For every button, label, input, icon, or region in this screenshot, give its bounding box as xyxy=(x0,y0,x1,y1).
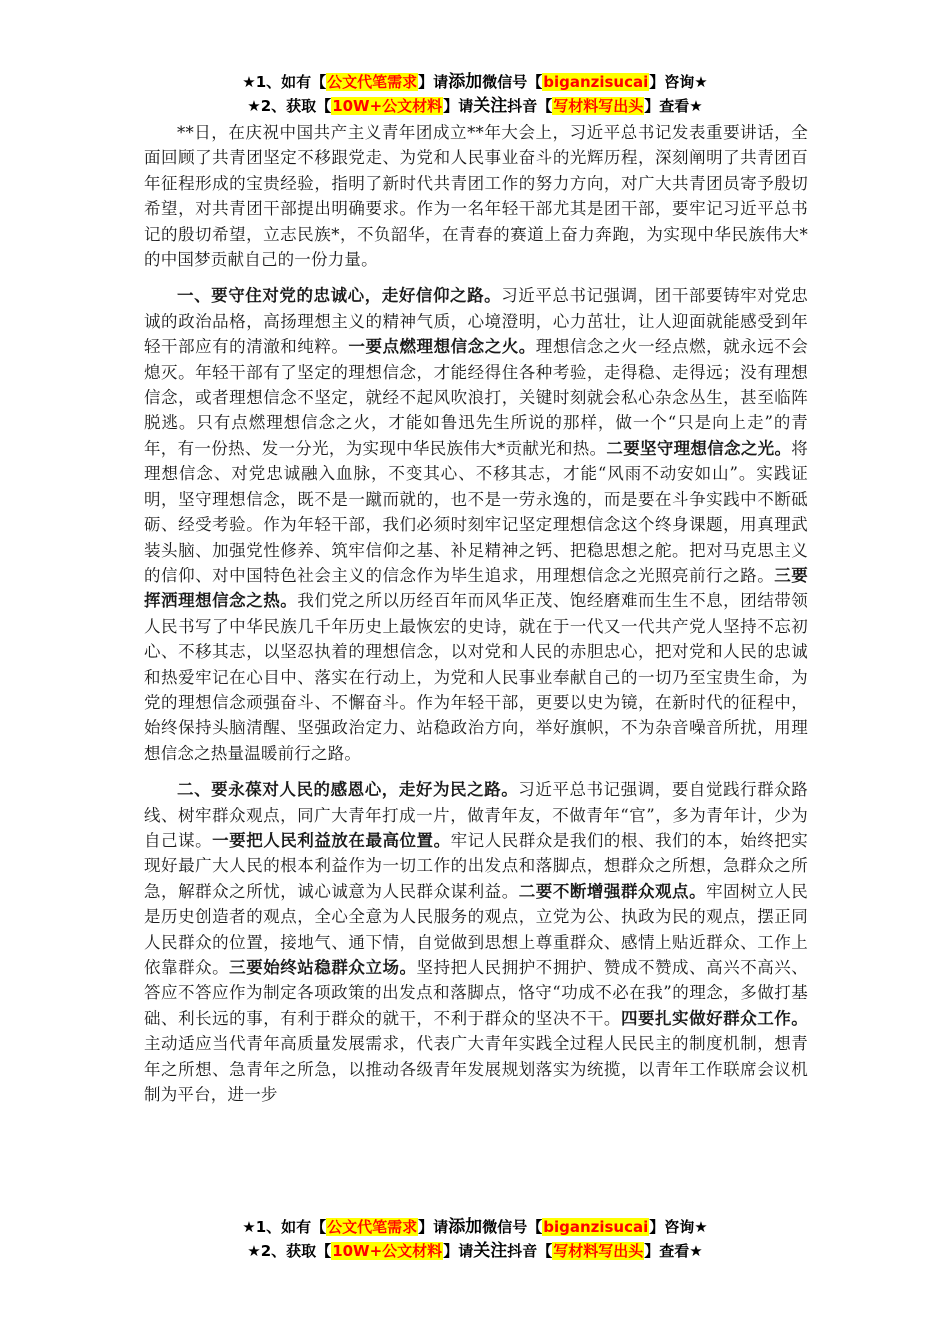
banner-douyin-id: 写材料写出头 xyxy=(553,1242,644,1260)
banner-highlight: 10W+公文材料 xyxy=(332,1242,443,1260)
body-text: 牢记人民群众是我们的根、我们的本，始终把实现好最广大人民的根本利益作为一切工作的出发点和落脚点，想群众之所想，急群众之所急，解群众之所忧，诚心诚意为人民群众谋利益。 xyxy=(144,830,808,901)
banner-wechat-id: biganzisucai xyxy=(543,73,649,91)
sub-heading: 三要挥洒理想信念之热。 xyxy=(144,565,808,611)
body-text: 将理想信念、对党忠诚融入血脉，不变其心、不移其志，才能“风雨不动安如山”。实践证明，坚守理想信念，既不是一蹴而就的，也不是一劳永逸的，而是要在斗争实践中不断砥砺、经受考验。作为年轻干部，我们必须时刻牢记坚定理想信念这个终身课题，用真理武装头脑、加强党性修养、筑牢信仰之基、补足精神之钙、把稳思想之舵。把对马克思主义的信仰、对中国特色社会主义的信念作为毕生追求，用理想信念之光照亮前行之路。 xyxy=(144,438,808,585)
banner-line-2 xyxy=(0,94,950,118)
sub-heading: 四要扎实做好群众工作。 xyxy=(620,1008,808,1028)
banner-line-1 xyxy=(0,70,950,94)
article-body xyxy=(144,120,808,1107)
banner-highlight: 公文代笔需求 xyxy=(327,73,418,91)
banner-text: 关注 xyxy=(473,96,508,116)
banner-text: 】请 xyxy=(443,1242,474,1260)
banner-wechat-id: biganzisucai xyxy=(543,1218,649,1236)
banner-text: 】请 xyxy=(418,1218,449,1236)
banner-text: ★2、获取【 xyxy=(247,97,332,115)
banner-text: ★2、获取【 xyxy=(247,1242,332,1260)
banner-text: 添加 xyxy=(448,72,483,92)
banner-line-2 xyxy=(0,1239,950,1263)
banner-text: 微信号【 xyxy=(482,1218,543,1236)
banner-line-1 xyxy=(0,1215,950,1239)
body-text: 坚持把人民拥护不拥护、赞成不赞成、高兴不高兴、答应不答应作为制定各项政策的出发点和落脚点，恪守“功成不必在我”的理念，多做打基础、利长远的事，有利于群众的就干，不利于群众的坚决不干。 xyxy=(144,958,808,1028)
banner-text: 】请 xyxy=(443,97,474,115)
banner-highlight: 10W+公文材料 xyxy=(332,97,443,115)
section-2-heading: 二、要永葆对人民的感恩心，走好为民之路。 xyxy=(177,780,519,800)
section-1-heading: 一、要守住对党的忠诚心，走好信仰之路。 xyxy=(177,286,502,306)
body-text: 主动适应当代青年高质量发展需求，代表广大青年实践全过程人民民主的制度机制，想青年之所想、急青年之所急，以推动各级青年发展规划落实为统揽，以青年工作联席会议机制为平台，进一步 xyxy=(144,1034,808,1105)
banner-text: 关注 xyxy=(473,1241,508,1261)
body-text: 牢固树立人民是历史创造者的观点，全心全意为人民服务的观点，立党为公、执政为民的观点，摆正同人民群众的位置，接地气、通下情，自觉做到思想上尊重群众、感情上贴近群众、工作上依靠群众。 xyxy=(144,881,808,977)
sub-heading: 三要始终站稳群众立场。 xyxy=(229,958,417,977)
body-text: 习近平总书记强调，团干部要铸牢对党忠诚的政治品格，高扬理想主义的精神气质，心境澄明，心力茁壮，让人迎面就能感受到年轻干部应有的清澈和纯粹。 xyxy=(144,286,808,357)
sub-heading: 一要点燃理想信念之火。 xyxy=(348,337,536,357)
sub-heading: 一要把人民利益放在最高位置。 xyxy=(212,830,451,850)
bottom-banner xyxy=(0,1215,950,1263)
banner-douyin-id: 写材料写出头 xyxy=(553,97,644,115)
body-text: 习近平总书记强调，要自觉践行群众路线、树牢群众观点，同广大青年打成一片，做青年友，不做青年“官”，多为青年计，少为自己谋。 xyxy=(144,780,809,850)
banner-text: 】请 xyxy=(418,73,449,91)
top-banner xyxy=(0,70,950,118)
banner-text: 抖音【 xyxy=(507,1242,553,1260)
body-text: 理想信念之火一经点燃，就永远不会熄灭。年轻干部有了坚定的理想信念，才能经得住各种考验，走得稳、走得远；没有理想信念，或者理想信念不坚定，就经不起风吹浪打，关键时刻就会私心杂念丛生，甚至临阵脱逃。只有点燃理想信念之火，才能如鲁迅先生所说的那样，做一个“只是向上走”的青年，有一份热、发一分光，为实现中华民族伟大*贡献光和热。 xyxy=(144,337,809,458)
section-1-paragraph xyxy=(144,283,808,766)
body-text: 我们党之所以历经百年而风华正茂、饱经磨难而生生不息，团结带领人民书写了中华民族几千年历史上最恢宏的史诗，就在于一代又一代共产党人坚持不忘初心、不移其志，以坚忍执着的理想信念，以对党和人民的赤胆忠心，把对党和人民的忠诚和热爱牢记在心目中、落实在行动上，为党和人民事业奉献自己的一切乃至宝贵生命，为党的理想信念顽强奋斗、不懈奋斗。作为年轻干部，更要以史为镜，在新时代的征程中，始终保持头脑清醒、坚强政治定力、站稳政治方向，举好旗帜，不为杂音噪音所扰，用理想信念之热量温暖前行之路。 xyxy=(144,591,808,763)
banner-text: ★1、如有【 xyxy=(242,73,327,91)
section-2-paragraph xyxy=(144,777,808,1107)
banner-text: 】查看★ xyxy=(644,97,703,115)
banner-text: 添加 xyxy=(448,1217,483,1237)
sub-heading: 二要不断增强群众观点。 xyxy=(518,881,707,901)
intro-paragraph: **日，在庆祝中国共产主义青年团成立**年大会上，习近平总书记发表重要讲话，全面回顾了共青团坚定不移跟党走、为党和人民事业奋斗的光辉历程，深刻阐明了共青团百年征程形成的宝贵经验，指明了新时代共青团工作的努力方向，对广大共青团员寄予殷切希望，对共青团干部提出明确要求。作为一名年轻干部尤其是团干部，要牢记习近平总书记的殷切希望，立志民族*，不负韶华，在青春的赛道上奋力奔跑，为实现中华民族伟大*的中国梦贡献自己的一份力量。 xyxy=(144,123,808,270)
banner-text: 】咨询★ xyxy=(649,73,708,91)
banner-text: 微信号【 xyxy=(482,73,543,91)
banner-text: ★1、如有【 xyxy=(242,1218,327,1236)
sub-heading: 二要坚守理想信念之光。 xyxy=(606,438,792,458)
banner-text: 】查看★ xyxy=(644,1242,703,1260)
banner-highlight: 公文代笔需求 xyxy=(327,1218,418,1236)
banner-text: 】咨询★ xyxy=(649,1218,708,1236)
banner-text: 抖音【 xyxy=(507,97,553,115)
